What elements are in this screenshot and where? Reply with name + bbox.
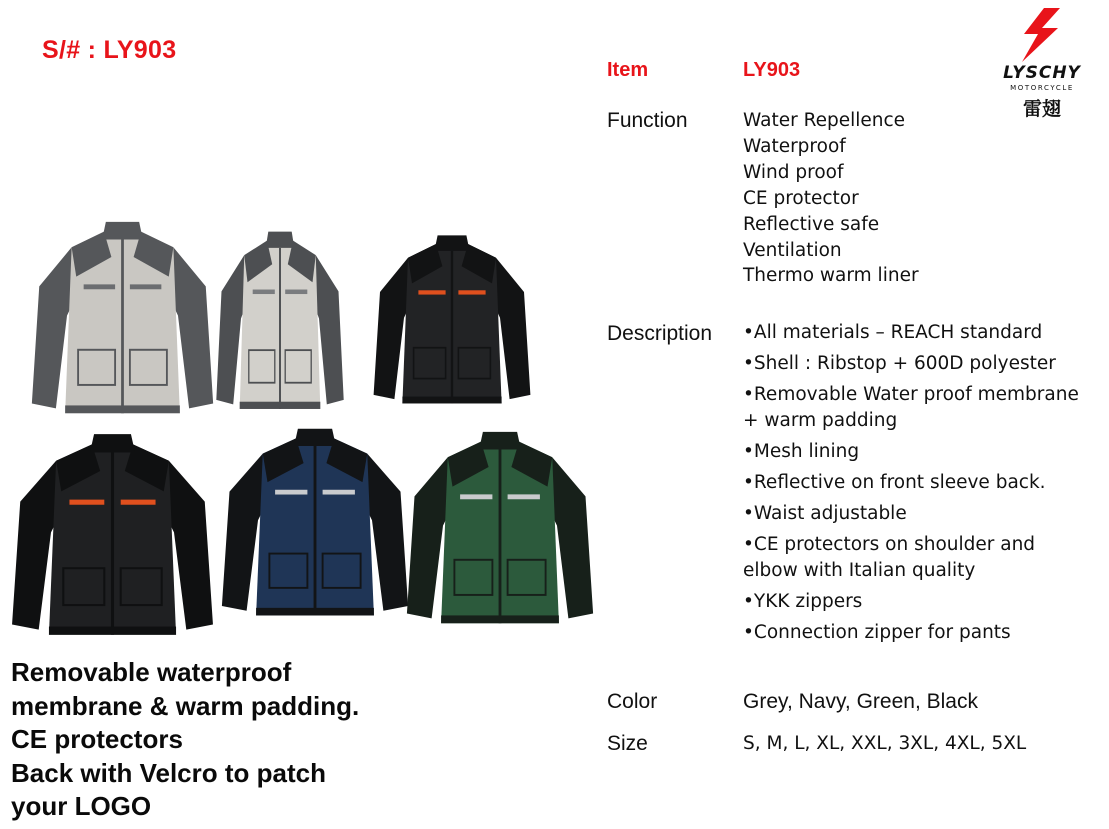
brand-logo (986, 6, 1096, 118)
function-list (743, 108, 919, 289)
jacket-images (0, 210, 600, 650)
logo-wordmark: LYSCHY (1003, 63, 1081, 83)
color-value: Grey, Navy, Green, Black (743, 690, 978, 713)
size-value: S, M, L, XL, XXL, 3XL, 4XL, 5XL (743, 733, 1027, 754)
description-label: Description (607, 322, 713, 345)
feature-summary (11, 656, 359, 824)
description-item: •Removable Water proof membrane + warm padding (743, 384, 1079, 431)
function-item: CE protector (743, 187, 859, 209)
function-item: Thermo warm liner (743, 265, 919, 287)
function-item: Reflective safe (743, 213, 880, 235)
logo-subtitle: MOTORCYCLE (1010, 84, 1074, 92)
color-label: Color (607, 690, 658, 713)
size-label: Size (607, 732, 648, 755)
item-value: LY903 (743, 59, 801, 81)
description-item: •Shell : Ribstop + 600D polyester (743, 353, 1056, 374)
description-item: •CE protectors on shoulder and elbow with Italian quality (743, 534, 1036, 581)
description-item: •All materials – REACH standard (743, 322, 1043, 343)
jacket-grey-back (216, 232, 343, 409)
jacket-grey-front (32, 222, 213, 413)
function-item: Water Repellence (743, 110, 906, 131)
item-label: Item (607, 59, 649, 81)
feature-line: Removable waterproof (11, 657, 292, 687)
lightning-bolt-icon (986, 6, 1096, 66)
logo-chinese: 雷翅 (1022, 98, 1061, 120)
description-item: •YKK zippers (743, 591, 863, 612)
feature-line: your LOGO (11, 791, 152, 822)
function-item: Ventilation (743, 239, 842, 261)
description-item: •Connection zipper for pants (743, 622, 1011, 643)
feature-line: membrane & warm padding. (11, 690, 360, 721)
function-label: Function (607, 109, 688, 132)
serial-number: S/# : LY903 (42, 36, 177, 64)
jacket-navy-front (222, 429, 408, 616)
description-item: •Reflective on front sleeve back. (743, 472, 1046, 493)
function-item: Wind proof (743, 161, 844, 183)
description-item: •Waist adjustable (743, 503, 907, 524)
jacket-black-liner (374, 235, 531, 403)
function-item: Waterproof (743, 135, 846, 157)
description-list (743, 320, 1093, 651)
description-item: •Mesh lining (743, 441, 860, 462)
jacket-gallery (0, 210, 600, 650)
jacket-black-front (12, 434, 213, 635)
feature-line: CE protectors (11, 724, 183, 755)
jacket-green-front (407, 432, 593, 623)
feature-line: Back with Velcro to patch (11, 757, 326, 788)
